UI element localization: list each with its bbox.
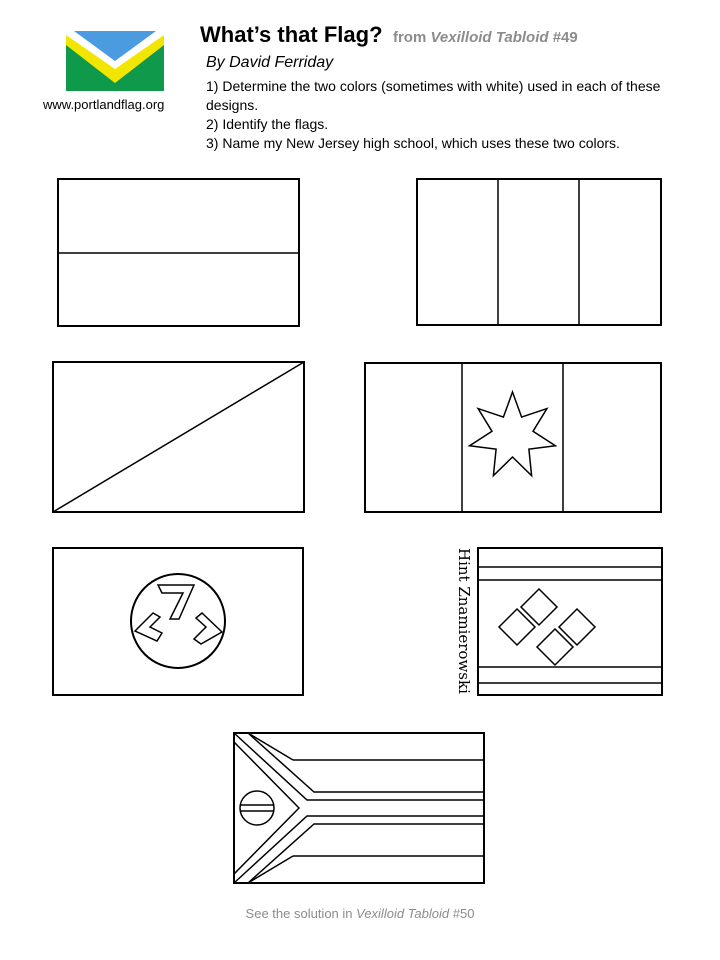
flag-7-disc [240, 791, 274, 825]
flag-7 [233, 732, 486, 885]
flag-1 [57, 178, 301, 328]
instruction-item: 2) Identify the flags. [206, 116, 329, 132]
flag-3 [52, 361, 306, 514]
diamond [499, 609, 535, 645]
instruction-item: 1) Determine the two colors (sometimes with white) used in each of these designs. [206, 78, 661, 113]
flag-3-diagonal [53, 362, 304, 512]
source-issue: #49 [548, 29, 578, 46]
diamond [537, 629, 573, 665]
four-diamonds-icon [499, 589, 595, 665]
footer-issue: #50 [449, 906, 475, 921]
website-url: www.portlandflag.org [43, 97, 165, 112]
flag-7-stripes [234, 733, 484, 883]
flag-2-outline [417, 179, 661, 325]
flag-5 [52, 547, 305, 697]
footer-prefix: See the solution in [245, 906, 357, 921]
flag-7-outline [234, 733, 484, 883]
source-prefix: from [392, 29, 431, 46]
seven-glyph [135, 613, 162, 641]
flag-7-hoist-triangle [234, 742, 299, 874]
flag-2 [416, 178, 663, 328]
diamond [559, 609, 595, 645]
footer-note [0, 906, 720, 921]
flag-5-outline [53, 548, 303, 695]
footer-publication: Vexilloid Tabloid [356, 906, 450, 921]
seven-glyph [194, 613, 222, 644]
flag-4 [364, 362, 663, 514]
header [200, 22, 700, 151]
source-publication: Vexilloid Tabloid [430, 29, 549, 46]
source-line [393, 29, 578, 46]
hint-text: Hint Znamierowski [455, 548, 473, 694]
flag-6 [477, 547, 663, 697]
author: By David Ferriday [206, 54, 334, 71]
flag-6-outline [478, 548, 662, 695]
title-line [200, 22, 700, 48]
flag-4-outline [365, 363, 661, 512]
diamond [521, 589, 557, 625]
portlandflag-logo [66, 31, 164, 91]
instruction-item: 3) Name my New Jersey high school, which uses these two colors. [206, 135, 620, 151]
seven-pointed-star-icon [470, 392, 556, 476]
seven-glyph [158, 585, 194, 619]
page-title: What’s that Flag? [200, 22, 383, 47]
instructions-list [206, 77, 686, 153]
three-sevens-icon [135, 585, 222, 644]
